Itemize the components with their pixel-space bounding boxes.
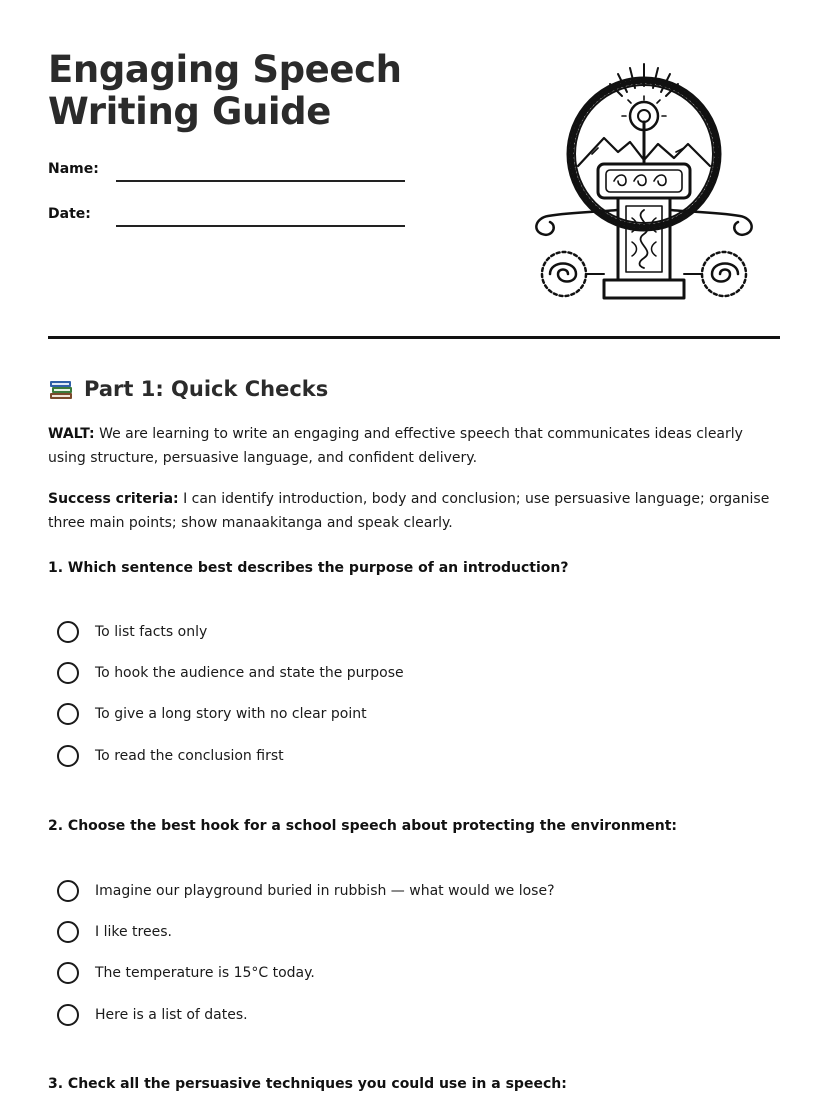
name-label: Name: <box>48 161 99 177</box>
radio-button[interactable] <box>57 745 79 767</box>
walt-paragraph <box>48 422 780 470</box>
q2-option[interactable] <box>57 870 757 911</box>
walt-label: WALT: <box>48 426 95 442</box>
radio-button[interactable] <box>57 703 79 725</box>
q2-option[interactable] <box>57 953 757 994</box>
option-label: To give a long story with no clear point <box>95 706 367 723</box>
section-title: Part 1: Quick Checks <box>84 377 329 401</box>
radio-button[interactable] <box>57 621 79 643</box>
lectern-podium-logo-icon <box>526 62 762 302</box>
books-icon <box>48 376 74 402</box>
q2-option[interactable] <box>57 994 757 1035</box>
title-line-2: Writing Guide <box>48 90 331 133</box>
option-label: I like trees. <box>95 923 172 940</box>
worksheet-page <box>48 0 780 1118</box>
radio-button[interactable] <box>57 962 79 984</box>
date-label: Date: <box>48 206 91 222</box>
radio-button[interactable] <box>57 880 79 902</box>
success-criteria-paragraph <box>48 487 780 535</box>
page-title <box>48 49 468 133</box>
q2-option[interactable] <box>57 911 757 952</box>
title-line-1: Engaging Speech <box>48 48 402 91</box>
option-label: Here is a list of dates. <box>95 1006 248 1023</box>
question-1: 1. Which sentence best describes the purpose of an introduction? <box>48 560 569 576</box>
section-heading <box>48 374 328 404</box>
radio-button[interactable] <box>57 662 79 684</box>
option-label: To read the conclusion first <box>95 747 284 764</box>
q1-option[interactable] <box>57 735 757 776</box>
option-label: To list facts only <box>95 623 208 640</box>
date-input-line[interactable] <box>116 225 405 227</box>
q1-option[interactable] <box>57 652 757 693</box>
success-criteria-label: Success criteria: <box>48 491 179 507</box>
option-label: The temperature is 15°C today. <box>95 965 315 982</box>
q1-option[interactable] <box>57 611 757 652</box>
option-label: To hook the audience and state the purpose <box>95 664 404 681</box>
question-2-options <box>57 870 757 1035</box>
question-1-options <box>57 611 757 776</box>
question-3: 3. Check all the persuasive techniques you could use in a speech: <box>48 1076 567 1092</box>
question-2: 2. Choose the best hook for a school speech about protecting the environment: <box>48 818 677 834</box>
name-input-line[interactable] <box>116 180 405 182</box>
q1-option[interactable] <box>57 694 757 735</box>
radio-button[interactable] <box>57 921 79 943</box>
date-field[interactable] <box>48 205 408 235</box>
name-field[interactable] <box>48 160 408 190</box>
walt-text: We are learning to write an engaging and effective speech that communicates ideas clearly using structure, persuasive language, and confident delivery. <box>48 426 743 466</box>
header-divider <box>48 336 780 339</box>
option-label: Imagine our playground buried in rubbish — what would we lose? <box>95 882 555 899</box>
radio-button[interactable] <box>57 1004 79 1026</box>
success-criteria-text: I can identify introduction, body and conclusion; use persuasive language; organise three main points; show manaakitanga and speak clearly. <box>48 491 770 531</box>
